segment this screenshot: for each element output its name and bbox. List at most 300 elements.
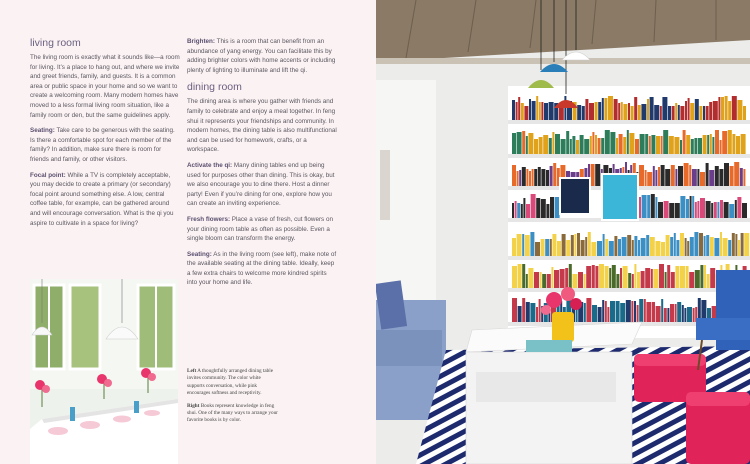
caption-right-text: Books represent knowledge in feng shui. One of the many ways to arrange your favorite books is by color. [187, 402, 278, 424]
book-spine [634, 301, 636, 322]
book-spine [534, 139, 538, 154]
book-spine [526, 302, 530, 322]
book-spine [700, 198, 705, 218]
book-spine [628, 273, 631, 288]
book-spine [632, 240, 634, 256]
book-spine [732, 134, 735, 154]
book-spine [570, 139, 572, 154]
book-spine [742, 203, 747, 218]
text-column-left [30, 37, 180, 234]
book-spine [647, 172, 652, 186]
book-spine [512, 133, 516, 154]
book-spine [572, 274, 577, 288]
book-spine [641, 271, 645, 288]
book-spine [616, 138, 618, 154]
book-spine [710, 134, 712, 154]
book-spine [549, 102, 554, 120]
book-spine [715, 130, 719, 154]
book-spine [639, 165, 644, 186]
book-spine [670, 304, 674, 322]
book-spine [605, 266, 609, 288]
photo-captions [187, 368, 279, 430]
book-spine [737, 100, 742, 120]
book-spine [621, 102, 623, 120]
book-spine [647, 195, 650, 218]
book-spine [618, 103, 620, 120]
book-spine [595, 266, 598, 288]
book-spine [584, 303, 586, 322]
book-spine [714, 238, 719, 256]
book-spine [534, 272, 539, 288]
book-spine [601, 138, 604, 154]
book-spine [542, 274, 546, 288]
book-spine [547, 274, 551, 288]
book-spine [555, 134, 560, 154]
book-spine [523, 198, 525, 218]
dining-seating-paragraph [187, 250, 337, 288]
book-spine [722, 131, 727, 154]
book-spine [604, 98, 607, 120]
book-spine [632, 274, 634, 288]
shelf-board [508, 288, 750, 292]
living-room-heading: living room [30, 37, 81, 49]
book-spine [541, 199, 546, 218]
book-spine [674, 233, 676, 256]
book-spine [687, 241, 689, 256]
book-spine [512, 238, 516, 256]
dining-room-heading: dining room [187, 81, 242, 94]
book-spine [546, 204, 549, 218]
book-spine [699, 106, 702, 120]
shelf-board [508, 256, 750, 260]
living-room-intro: The living room is exactly what it sounds like—a room for living. It’s a place to hang out, and where we invite and greet friends, family, and guests. It is a common area or public space in your home and so we want to create a welcoming room. Many modern homes have moved to a less formal living room situation, like a family room or den, but the same guidelines apply. [30, 54, 180, 119]
book-spine [598, 102, 601, 120]
book-spine [521, 204, 523, 218]
book-spine [616, 301, 620, 322]
book-spine [566, 240, 570, 256]
book-spine [518, 306, 522, 322]
book-spine [667, 265, 670, 288]
brighten-paragraph [187, 37, 337, 75]
book-spine [653, 166, 655, 186]
book-spine [706, 106, 709, 120]
book-spine [721, 97, 724, 120]
book-spine [680, 233, 684, 256]
book-spine [562, 234, 566, 256]
book-spine [577, 233, 580, 256]
book-spine [518, 264, 522, 288]
book-spine [628, 103, 630, 120]
book-spine [532, 101, 536, 120]
book-spine [675, 169, 677, 186]
book-spine [581, 240, 585, 256]
book-spine [539, 102, 541, 120]
book-spine [647, 99, 649, 120]
book-spine [522, 234, 524, 256]
book-spine [638, 240, 640, 256]
book-spine [561, 139, 566, 154]
activate-qi-paragraph [187, 161, 337, 209]
book-spine [709, 102, 712, 120]
book-spine [529, 171, 531, 186]
caption-left-lead: Left [187, 368, 197, 374]
book-spine [719, 169, 723, 186]
book-spine [580, 135, 584, 154]
focal-point-lead: Focal point: [30, 171, 66, 179]
book-spine [595, 135, 597, 154]
activate-qi-lead: Activate the qi: [187, 161, 233, 169]
book-spine [623, 137, 626, 154]
book-spine [741, 134, 746, 154]
book-spine [728, 240, 731, 256]
book-spine [550, 166, 553, 186]
book-spine [599, 264, 604, 288]
book-spine [653, 269, 658, 288]
book-spine [687, 307, 692, 322]
dining-seating-lead: Seating: [187, 250, 212, 258]
book-spine [728, 130, 732, 154]
book-spine [522, 264, 525, 288]
book-spine [675, 304, 677, 322]
book-spine [592, 305, 597, 322]
book-spine [686, 199, 689, 218]
book-spine [654, 105, 659, 120]
book-spine [512, 165, 516, 186]
book-spine [671, 272, 675, 288]
book-spine [555, 197, 560, 218]
book-spine [571, 235, 574, 256]
living-seating-text: Take care to be generous with the seating. Is there a comfortable spot for each member of the family? In addition, make sure there is room for friends and family, or other visitors. [30, 127, 175, 163]
book-spine [591, 242, 596, 256]
book-spine [526, 274, 528, 288]
book-spine [660, 106, 662, 120]
book-spine [530, 303, 535, 322]
book-spine [620, 268, 622, 288]
book-spine [685, 238, 687, 256]
book-spine [512, 266, 517, 288]
book-spine [637, 272, 640, 288]
book-spine [732, 96, 737, 120]
book-spine [689, 272, 694, 288]
book-spine [730, 166, 734, 186]
book-spine [585, 237, 587, 256]
book-spine [522, 298, 525, 322]
caption-left-text: A thoughtfully arranged dining table invites community. The color white supports conversation, while pink encourages softness and receptivity. [187, 368, 274, 397]
book-spine [517, 203, 520, 218]
book-spine [652, 302, 655, 322]
book-spine [536, 307, 538, 322]
book-spine [659, 264, 664, 288]
book-spine [576, 140, 579, 154]
book-spine [560, 269, 565, 288]
book-spine [546, 170, 549, 186]
book-spine [539, 299, 541, 322]
book-spine [706, 163, 709, 186]
book-spine [682, 305, 684, 322]
book-spine [686, 135, 690, 154]
book-spine [552, 132, 554, 154]
book-spine [646, 302, 651, 322]
book-spine [602, 98, 604, 120]
book-spine [616, 274, 619, 288]
book-spine [720, 140, 722, 154]
book-spine [618, 239, 621, 256]
book-spine [710, 268, 715, 288]
book-spine [714, 202, 717, 218]
book-spine [669, 203, 674, 218]
book-spine [735, 200, 737, 218]
book-spine [641, 238, 646, 256]
book-spine [543, 135, 548, 154]
book-spine [662, 97, 667, 120]
book-spine [658, 167, 660, 186]
book-spine [549, 138, 552, 154]
book-spine [610, 301, 615, 322]
book-spine [672, 106, 675, 120]
book-spine [640, 134, 645, 154]
book-spine [541, 102, 543, 120]
book-spine [530, 232, 534, 256]
book-spine [629, 133, 634, 154]
book-spine [645, 268, 650, 288]
book-spine [620, 303, 625, 322]
book-spine [607, 307, 609, 322]
book-spine [683, 130, 686, 154]
book-spine [715, 166, 719, 186]
book-spine [651, 135, 655, 154]
book-spine [707, 274, 710, 288]
fresh-flowers-lead: Fresh flowers: [187, 215, 231, 223]
text-column-right [187, 37, 337, 294]
book-spine [592, 132, 594, 154]
book-spine [635, 139, 639, 154]
book-spine [584, 139, 589, 154]
book-spine [536, 96, 538, 120]
book-spine [541, 239, 545, 256]
book-spine [585, 99, 588, 120]
book-spine [569, 264, 572, 288]
caption-right [187, 403, 279, 425]
book-spine [661, 242, 665, 256]
book-spine [578, 272, 583, 288]
book-spine [522, 131, 525, 154]
book-spine [627, 235, 631, 256]
book-spine [655, 197, 657, 218]
book-spine [528, 133, 533, 154]
book-spine [728, 101, 731, 120]
book-spine [534, 169, 537, 186]
book-spine [675, 203, 680, 218]
book-spine [622, 237, 627, 256]
book-spine [720, 232, 722, 256]
book-spine [665, 272, 667, 288]
book-spine [595, 164, 600, 186]
book-spine [544, 103, 548, 120]
book-spine [740, 168, 743, 186]
book-spine [709, 170, 714, 186]
book-spine [515, 201, 517, 218]
book-spine [540, 272, 542, 288]
book-spine [735, 234, 737, 256]
book-spine [703, 135, 707, 154]
book-spine [676, 240, 679, 256]
book-spine [519, 170, 521, 186]
book-spine [666, 235, 670, 256]
book-spine [525, 235, 530, 256]
book-spine [680, 140, 682, 154]
book-spine [713, 101, 718, 120]
book-spine [695, 99, 699, 120]
book-spine [692, 196, 694, 218]
book-spine [645, 134, 648, 154]
book-spine [723, 238, 728, 256]
book-spine [531, 194, 536, 218]
book-spine [661, 299, 663, 322]
book-spine [732, 233, 735, 256]
book-spine [692, 169, 697, 186]
book-spine [658, 202, 663, 218]
focal-point-paragraph [30, 171, 180, 229]
book-spine [631, 106, 634, 120]
book-spine [667, 308, 669, 322]
book-spine [634, 236, 637, 256]
book-spine [693, 308, 695, 322]
book-spine [557, 241, 561, 256]
book-spine [623, 266, 628, 288]
book-spine [656, 306, 661, 322]
book-spine [605, 301, 607, 322]
book-spine [590, 136, 592, 154]
caption-left [187, 368, 279, 398]
focal-point-text: While a TV is completely acceptable, you may decide to create a primary (or secondary) focal point around something else. A low, central coffee table, for example, can be gathered around and will encourage conversation. What is the qi you aspire to cultivate in a space for living? [30, 171, 174, 227]
book-spine [634, 97, 637, 120]
book-spine [642, 195, 647, 218]
book-spine [597, 241, 602, 256]
framed-art [560, 178, 590, 214]
book-spine [641, 104, 646, 120]
book-spine [592, 265, 595, 288]
book-spine [572, 136, 575, 154]
book-spine [689, 165, 691, 186]
book-spine [553, 163, 556, 186]
book-spine [609, 268, 611, 288]
book-spine [627, 130, 629, 154]
dining-seating-text: As in the living room (see left), make note of the available seating at the dining table. Ideally, keep a few extra chairs to welcome more kindred spirits into your home and life. [187, 250, 337, 287]
book-spine [586, 266, 591, 288]
book-spine [650, 237, 655, 256]
book-spine [566, 131, 569, 154]
book-spine [690, 237, 694, 256]
book-spine [678, 105, 680, 120]
book-spine [671, 165, 675, 186]
shelf-board [508, 154, 750, 158]
book-spine [526, 169, 528, 186]
book-spine [545, 239, 549, 256]
book-spine [591, 164, 595, 186]
book-spine [586, 298, 591, 322]
book-spine [724, 202, 729, 218]
book-spine [602, 300, 604, 322]
book-spine [554, 270, 559, 288]
book-spine [532, 169, 534, 186]
book-spine [690, 196, 692, 218]
book-spine [711, 203, 713, 218]
book-spine [526, 136, 528, 154]
book-spine [639, 299, 643, 322]
book-spine [598, 307, 602, 322]
book-spine [743, 169, 745, 186]
book-spine [661, 136, 663, 154]
book-spine [656, 136, 660, 154]
book-spine [680, 196, 685, 218]
book-spine [699, 233, 703, 256]
book-spine [655, 241, 660, 256]
book-spine [738, 240, 740, 256]
book-spine [674, 137, 679, 154]
book-spine [645, 170, 647, 186]
dining-room-intro: The dining area is where you gather with friends and family to celebrate and enjoy a meal together. In feng shui it represents your friendships and community. In modern homes, the dining table is also multifunctional and can be used for homework, crafts, or a workspace. [187, 98, 337, 154]
book-spine [690, 103, 694, 120]
book-spine [582, 106, 585, 120]
book-spine [700, 265, 703, 288]
book-spine [670, 237, 673, 256]
book-spine [694, 138, 697, 154]
book-spine [725, 96, 728, 120]
book-spine [539, 137, 543, 154]
brighten-lead: Brighten: [187, 38, 215, 45]
book-spine [661, 165, 665, 186]
book-spine [565, 268, 568, 288]
book-spine [626, 300, 631, 322]
book-spine [695, 270, 700, 288]
book-spine [668, 106, 671, 120]
fresh-flowers-paragraph [187, 215, 337, 244]
book-spine [651, 194, 655, 218]
book-spine [541, 169, 545, 186]
book-spine [675, 266, 679, 288]
book-spine [743, 106, 746, 120]
book-spine [550, 197, 554, 218]
book-spine [706, 235, 709, 256]
activate-qi-text: Many dining tables end up being used for purposes other than dining. This is okay, but we also encourage you to dine there. Host a dinner party! Even if you’re dining for one, explore how you can create an inviting experience. [187, 161, 335, 208]
book-spine [619, 134, 623, 154]
book-spine [649, 136, 651, 154]
book-spine [517, 234, 522, 256]
book-spine [535, 242, 540, 256]
book-spine [665, 169, 670, 186]
book-spine [678, 166, 683, 186]
book-spine [741, 233, 744, 256]
book-spine [538, 167, 541, 186]
book-spine [694, 232, 698, 256]
book-spine [608, 96, 613, 120]
book-spine [669, 136, 674, 154]
book-spine [634, 264, 636, 288]
book-spine [664, 308, 667, 322]
book-spine [517, 132, 522, 154]
book-spine [603, 234, 605, 256]
book-spine [695, 202, 697, 218]
fresh-flowers-text: Place a vase of fresh, cut flowers on your dining room table as often as possible. Even a single bloom can transform the energy. [187, 215, 333, 243]
book-spine [644, 299, 646, 322]
book-spine [637, 305, 639, 322]
book-spine [584, 274, 586, 288]
book-spine [521, 103, 524, 120]
book-spine [736, 136, 740, 154]
book-spine [704, 265, 706, 288]
book-spine [512, 203, 514, 218]
book-spine [598, 138, 601, 154]
